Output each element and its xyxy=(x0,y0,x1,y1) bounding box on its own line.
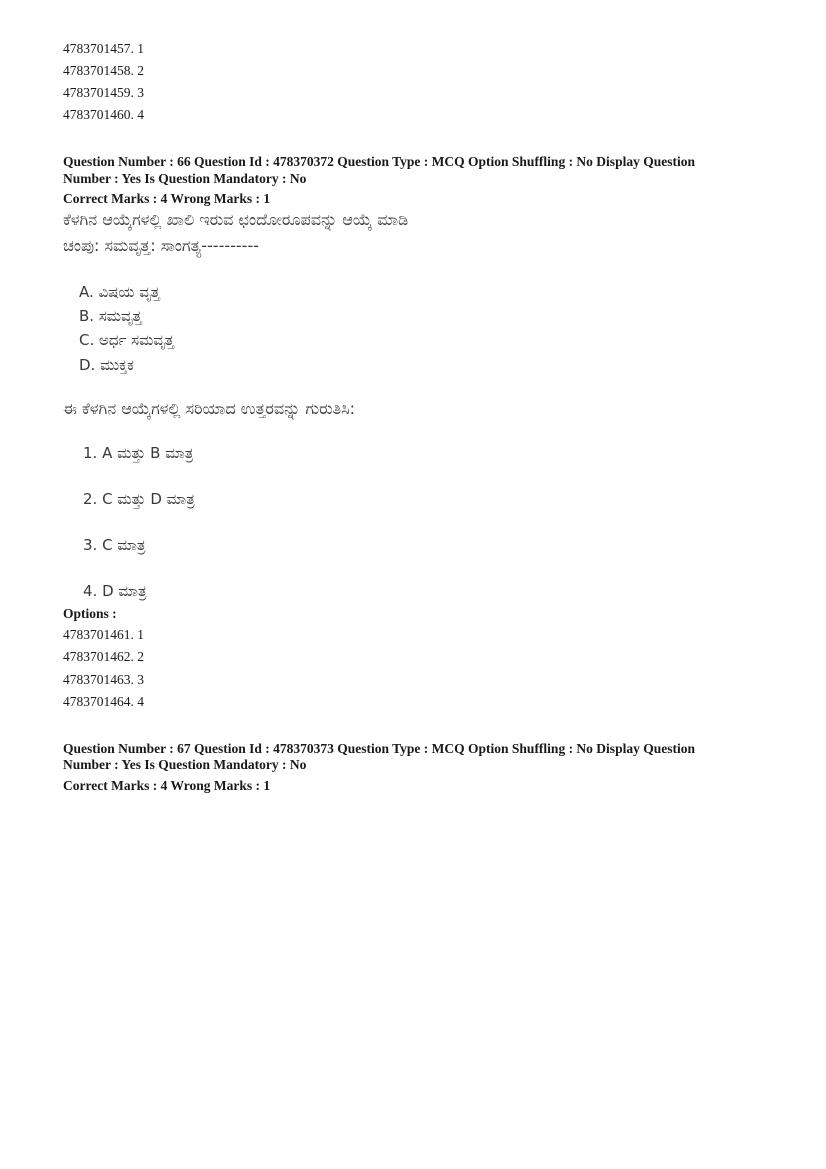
option-line: 4783701464. 4 xyxy=(63,694,144,709)
choice-a: A. ವಿಷಯ ವೃತ್ತ xyxy=(79,283,160,301)
question-header-line: Question Number : 67 Question Id : 478370373 Question Type : MCQ Option Shuffling : No Display Question xyxy=(63,741,695,756)
answer-option-1: 1. A ಮತ್ತು B ಮಾತ್ರ xyxy=(83,444,194,462)
options-label: Options : xyxy=(63,606,117,621)
question-header-line: Number : Yes Is Question Mandatory : No xyxy=(63,171,307,186)
option-line: 4783701462. 2 xyxy=(63,649,144,664)
question-marks: Correct Marks : 4 Wrong Marks : 1 xyxy=(63,778,271,793)
question-stem-line: ಚಂಪು: ಸಮವೃತ್ತ: ಸಾಂಗತ್ಯ---------- xyxy=(63,236,259,255)
answer-option-4: 4. D ಮಾತ್ರ xyxy=(83,582,147,600)
choice-b: B. ಸಮವೃತ್ತ xyxy=(79,307,142,325)
option-line: 4783701461. 1 xyxy=(63,627,144,642)
question-marks: Correct Marks : 4 Wrong Marks : 1 xyxy=(63,191,271,206)
option-line: 4783701463. 3 xyxy=(63,672,144,687)
answer-option-2: 2. C ಮತ್ತು D ಮಾತ್ರ xyxy=(83,490,195,508)
option-line: 4783701460. 4 xyxy=(63,107,144,122)
question-header-line: Number : Yes Is Question Mandatory : No xyxy=(63,757,307,772)
option-line: 4783701459. 3 xyxy=(63,85,144,100)
answer-option-3: 3. C ಮಾತ್ರ xyxy=(83,536,146,554)
question-header-line: Question Number : 66 Question Id : 478370372 Question Type : MCQ Option Shuffling : No Display Question xyxy=(63,154,695,169)
choice-d: D. ಮುಕ್ತಕ xyxy=(79,356,134,374)
option-line: 4783701457. 1 xyxy=(63,41,144,56)
choice-c: C. ಅರ್ಧ ಸಮವೃತ್ತ xyxy=(79,331,174,349)
answer-prompt: ಈ ಕೆಳಗಿನ ಆಯ್ಕೆಗಳಲ್ಲಿ ಸರಿಯಾದ ಉತ್ತರವನ್ನು ಗುರುತಿಸಿ: xyxy=(63,399,356,418)
option-line: 4783701458. 2 xyxy=(63,63,144,78)
question-stem-line: ಕೆಳಗಿನ ಆಯ್ಕೆಗಳಲ್ಲಿ ಖಾಲಿ ಇರುವ ಛಂದೋರೂಪವನ್ನು ಆಯ್ಕೆ ಮಾಡಿ xyxy=(63,210,409,229)
